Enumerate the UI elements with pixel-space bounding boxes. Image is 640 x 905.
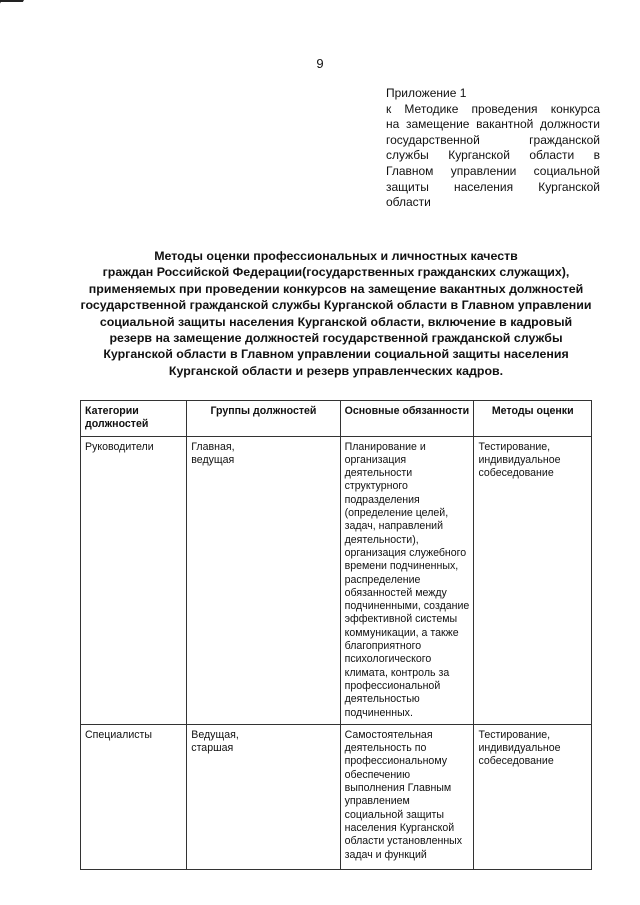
duties-line: коммуникации, а также: [344, 626, 459, 639]
duties-line: организация служебного: [344, 546, 467, 559]
header-category: Категории должностей: [81, 401, 187, 437]
duties-line: социальной защиты: [344, 808, 444, 821]
title-line: применяемых при проведении конкурсов на замещение вакантных должностей: [88, 281, 584, 296]
header-methods: Методы оценки: [474, 401, 592, 437]
appendix-line: Приложение 1: [386, 86, 467, 100]
groups-line: ведущая: [191, 453, 235, 466]
duties-line: выполнения Главным: [344, 782, 452, 795]
header-duties: Основные обязанности: [340, 401, 474, 437]
page-number: 9: [316, 56, 324, 71]
cell-duties: [340, 724, 474, 869]
cell-groups: [187, 724, 340, 869]
duties-line: структурного: [344, 480, 408, 493]
duties-line: задач, направлений: [344, 520, 444, 533]
methods-line: Тестирование,: [478, 728, 551, 741]
duties-line: деятельность по: [344, 742, 427, 755]
duties-line: деятельностью: [344, 693, 420, 706]
duties-line: времени подчиненных,: [344, 560, 459, 573]
appendix-line: государственной гражданской: [386, 132, 600, 147]
title-line: граждан Российской Федерации(государственных гражданских служащих),: [102, 265, 570, 280]
appendix-line: к Методике проведения конкурса: [386, 101, 600, 116]
title-line: социальной защиты населения Курганской области, включение в кадровый: [99, 314, 573, 329]
duties-line: обязанностей между: [344, 586, 447, 599]
appendix-line: защиты населения Курганской: [386, 179, 600, 194]
title-line: резерв на замещение должностей государственной гражданской службы: [109, 331, 563, 346]
duties-line: Самостоятельная: [344, 728, 433, 741]
groups-line: старшая: [191, 742, 234, 755]
duties-line: подразделения: [344, 493, 420, 506]
cell-methods: [474, 436, 592, 724]
duties-line: подчиненными, создание: [344, 600, 470, 613]
duties-line: организация: [344, 453, 407, 466]
groups-line: Ведущая,: [191, 728, 239, 741]
duties-line: (определение целей,: [344, 507, 449, 520]
assessment-methods-table: [80, 400, 592, 870]
duties-line: климата, контроль за: [344, 666, 450, 679]
duties-line: распределение: [344, 573, 421, 586]
methods-line: индивидуальное: [478, 453, 561, 466]
duties-line: деятельности: [344, 467, 413, 480]
title-line: Курганской области и резерв управленческих кадров.: [168, 363, 504, 378]
appendix-line: на замещение вакантной должности: [386, 117, 600, 132]
duties-line: подчиненных.: [344, 706, 413, 719]
table-row: [81, 724, 592, 869]
cell-groups: [187, 436, 340, 724]
duties-line: профессиональному: [344, 755, 448, 768]
duties-line: области установленных: [344, 835, 463, 848]
appendix-line: области: [386, 195, 431, 210]
duties-line: населения Курганской: [344, 821, 455, 834]
title-line: государственной гражданской службы Курганской области в Главном управлении: [80, 298, 592, 313]
cell-category: Руководители: [81, 436, 187, 724]
duties-line: психологического: [344, 653, 432, 666]
groups-line: Главная,: [191, 440, 235, 453]
methods-line: индивидуальное: [478, 742, 561, 755]
duties-line: Планирование и: [344, 440, 426, 453]
duties-line: обеспечению: [344, 768, 411, 781]
appendix-line: службы Курганской области в: [386, 148, 600, 163]
duties-line: эффективной системы: [344, 613, 458, 626]
document-title: [76, 248, 596, 379]
methods-line: Тестирование,: [478, 440, 551, 453]
duties-line: управлением: [344, 795, 410, 808]
appendix-block: [386, 86, 600, 211]
methods-line: собеседование: [478, 467, 554, 480]
cell-methods: [474, 724, 592, 869]
duties-line: задач и функций: [344, 848, 427, 861]
duties-line: профессиональной: [344, 679, 441, 692]
duties-line: деятельности),: [344, 533, 419, 546]
appendix-line: Главном управлении социальной: [386, 163, 600, 178]
title-line: Методы оценки профессиональных и личностных качеств: [154, 249, 518, 263]
table-row: [81, 436, 592, 724]
duties-line: благоприятного: [344, 640, 422, 653]
title-line: Курганской области в Главном управлении социальной защиты населения: [103, 347, 569, 362]
methods-line: собеседование: [478, 755, 554, 768]
table-header-row: [81, 401, 592, 437]
cell-category: Специалисты: [81, 724, 187, 869]
scan-corner-mark: [0, 0, 24, 24]
cell-duties: [340, 436, 474, 724]
header-groups: Группы должностей: [187, 401, 340, 437]
